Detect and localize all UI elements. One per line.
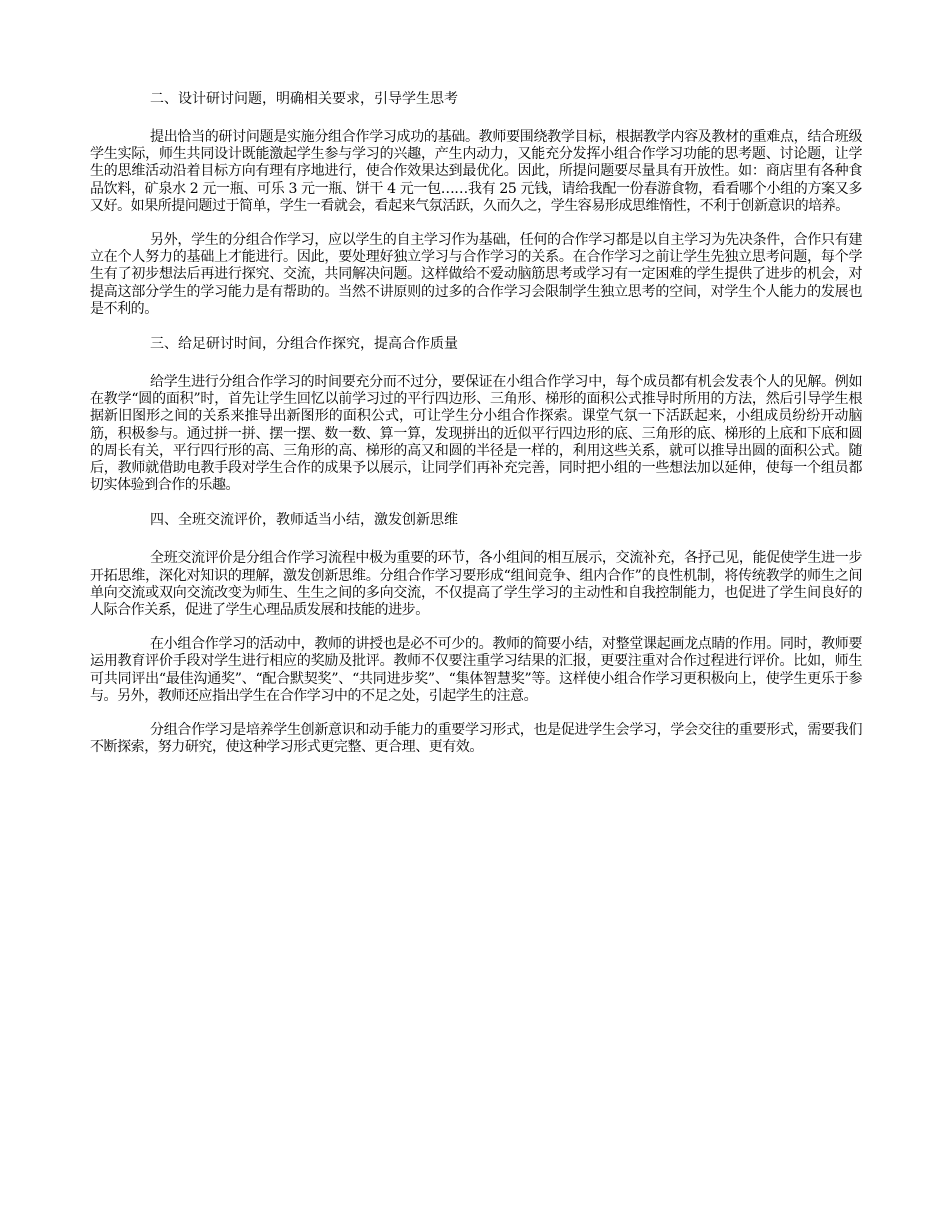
section-heading-4: 四、全班交流评价，教师适当小结，激发创新思维 bbox=[150, 512, 458, 529]
paragraph-class-evaluation: 全班交流评价是分组合作学习流程中极为重要的环节，各小组间的相互展示，交流补充，各抒己见，能促使学生进一步开拓思维，深化对知识的理解，激发创新思维。分组合作学习要形成“组间竞争、组内合作”的良性机制，将传统教学的师生之间单向交流或双向交流改变为师生、生生之间的多向交流，不仅提高了学生学习的主动性和自我控制能力，也促进了学生间良好的人际合作关系，促进了学生心理品质发展和技能的进步。 bbox=[90, 550, 862, 619]
paragraph-discussion-time: 给学生进行分组合作学习的时间要充分而不过分，要保证在小组合作学习中，每个成员都有机会发表个人的见解。例如在教学“圆的面积”时，首先让学生回忆以前学习过的平行四边形、三角形、梯形的面积公式推导时所用的方法，然后引导学生根据新旧图形之间的关系来推导出新图形的面积公式，可让学生分小组合作探索。课堂气氛一下活跃起来，小组成员纷纷开动脑筋，积极参与。通过拼一拼、摆一摆、数一数、算一算，发现拼出的近似平行四边形的底、三角形的底、梯形的上底和下底和圆的周长有关，平行四行形的高、三角形的高、梯形的高又和圆的半径是一样的，利用这些关系，就可以推导出圆的面积公式。随后，教师就借助电教手段对学生合作的成果予以展示，让同学们再补充完善，同时把小组的一些想法加以延伸，使每一个组员都切实体验到合作的乐趣。 bbox=[90, 374, 862, 494]
paragraph-discussion-questions: 提出恰当的研讨问题是实施分组合作学习成功的基础。教师要围绕教学目标，根据教学内容及教材的重难点，结合班级学生实际，师生共同设计既能激起学生参与学习的兴趣，产生内动力，又能充分发挥小组合作学习功能的思考题、讨论题，让学生的思维活动沿着目标方向有理有序地进行，使合作效果达到最优化。因此，所提问题要尽量具有开放性。如：商店里有各种食品饮料，矿泉水 2 元一瓶、可乐 3 元一瓶、饼干 4 元一包……我有 25 元钱，请给我配一份春游食物，看看哪个小组的方案又多又好。如果所提问题过于简单，学生一看就会，看起来气氛活跃，久而久之，学生容易形成思维惰性，不利于创新意识的培养。 bbox=[90, 129, 862, 214]
paragraph-teacher-summary: 在小组合作学习的活动中，教师的讲授也是必不可少的。教师的简要小结，对整堂课起画龙点睛的作用。同时，教师要运用教育评价手段对学生进行相应的奖励及批评。教师不仅要注重学习结果的汇报，更要注重对合作过程进行评价。比如，师生可共同评出“最佳沟通奖”、“配合默契奖”、“共同进步奖”、“集体智慧奖”等。这样使小组合作学习更积极向上，使学生更乐于参与。另外，教师还应指出学生在合作学习中的不足之处，引起学生的注意。 bbox=[90, 636, 862, 704]
document-body bbox=[90, 90, 862, 773]
paragraph-conclusion: 分组合作学习是培养学生创新意识和动手能力的重要学习形式，也是促进学生会学习，学会交往的重要形式，需要我们不断探索，努力研究，使这种学习形式更完整、更合理、更有效。 bbox=[90, 722, 862, 756]
section-heading-3: 三、给足研讨时间，分组合作探究，提高合作质量 bbox=[150, 336, 458, 353]
paragraph-independent-learning: 另外，学生的分组合作学习，应以学生的自主学习作为基础，任何的合作学习都是以自主学习为先决条件，合作只有建立在个人努力的基础上才能进行。因此，要处理好独立学习与合作学习的关系。在合作学习之前让学生先独立思考问题，每个学生有了初步想法后再进行探究、交流，共同解决问题。这样做给不爱动脑筋思考或学习有一定困难的学生提供了进步的机会，对提高这部分学生的学习能力是有帮助的。当然不讲原则的过多的合作学习会限制学生独立思考的空间，对学生个人能力的发展也是不利的。 bbox=[90, 232, 862, 317]
section-heading-2: 二、设计研讨问题，明确相关要求，引导学生思考 bbox=[150, 91, 458, 107]
